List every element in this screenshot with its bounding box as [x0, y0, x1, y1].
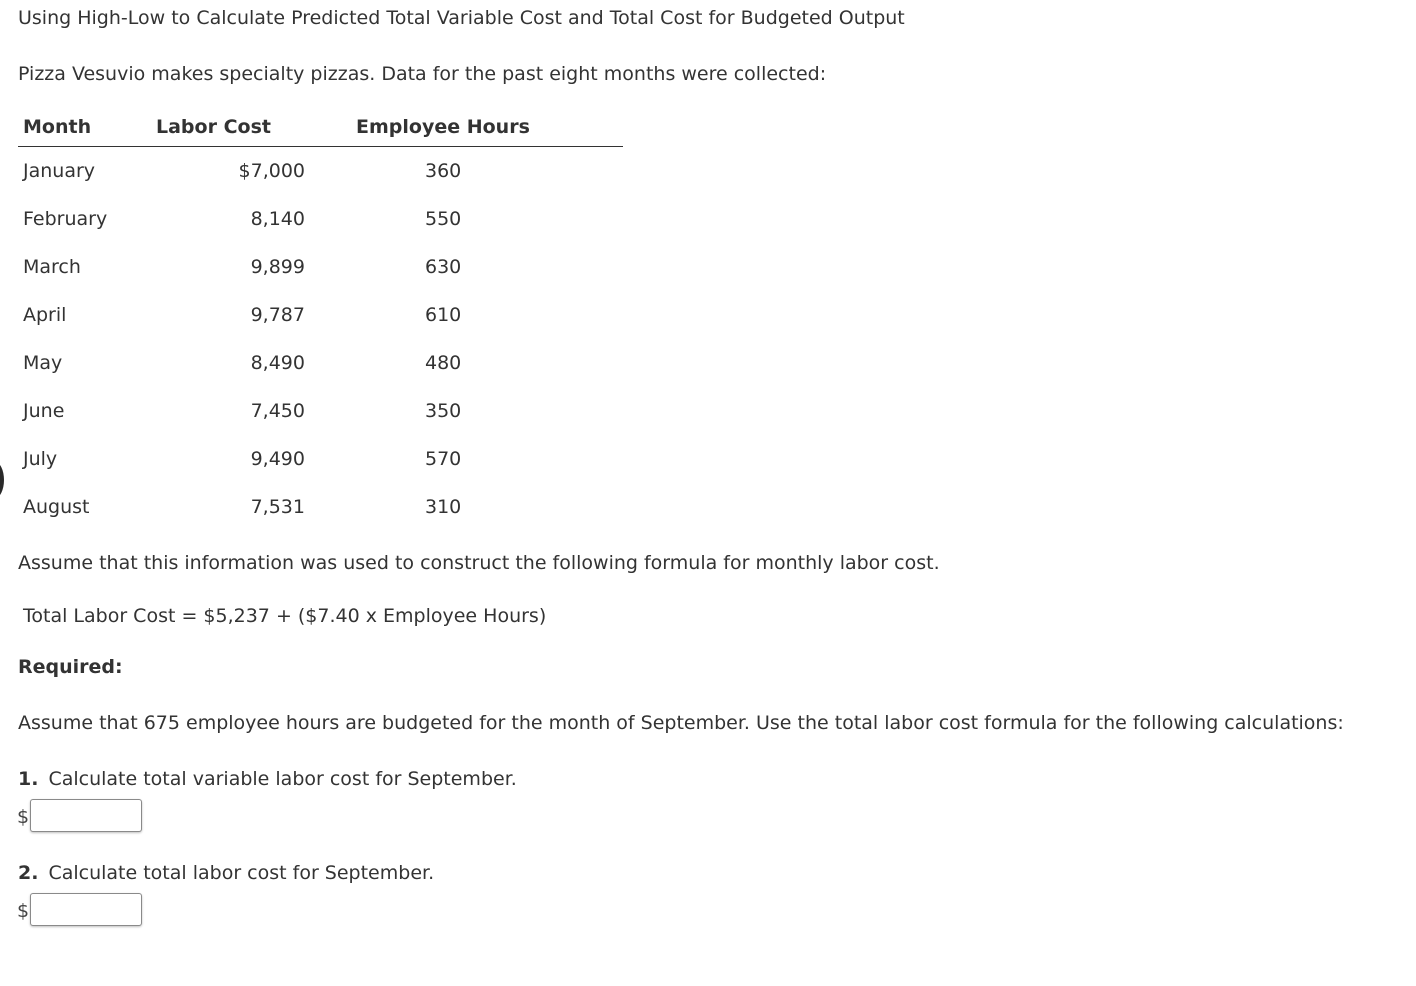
table-row [18, 387, 623, 435]
currency-symbol: $ [17, 900, 30, 922]
cell-month: January [23, 160, 96, 182]
answer-input-variable-cost[interactable] [30, 799, 142, 832]
question-2 [18, 861, 434, 885]
cell-labor-cost: 7,450 [250, 400, 305, 422]
cell-labor-cost: 9,899 [250, 256, 305, 278]
cell-employee-hours: 570 [425, 448, 462, 470]
question-number: 1. [18, 768, 39, 790]
cell-month: August [23, 496, 90, 518]
assumption-text: Assume that this information was used to construct the following formula for monthly labor cost. [18, 552, 940, 574]
table-row [18, 483, 623, 531]
cell-month: June [23, 400, 65, 422]
cell-labor-cost: $7,000 [238, 160, 305, 182]
cell-employee-hours: 350 [425, 400, 462, 422]
header-month: Month [18, 108, 153, 147]
cell-employee-hours: 550 [425, 208, 462, 230]
currency-symbol: $ [17, 806, 30, 828]
cost-formula: Total Labor Cost = $5,237 + ($7.40 x Employee Hours) [23, 605, 547, 627]
cell-labor-cost: 8,140 [250, 208, 305, 230]
table-header-row [18, 108, 623, 147]
cell-labor-cost: 9,490 [250, 448, 305, 470]
required-heading: Required: [18, 656, 123, 678]
question-text: Calculate total labor cost for September. [48, 862, 435, 884]
table-row [18, 147, 623, 196]
scroll-handle-edge[interactable] [0, 462, 4, 498]
labor-data-table [18, 108, 623, 531]
question-text: Calculate total variable labor cost for September. [48, 768, 517, 790]
cell-labor-cost: 7,531 [250, 496, 305, 518]
intro-text: Pizza Vesuvio makes specialty pizzas. Data for the past eight months were collected: [18, 63, 827, 85]
cell-month: April [23, 304, 67, 326]
question-number: 2. [18, 862, 39, 884]
cell-employee-hours: 360 [425, 160, 462, 182]
header-labor-cost: Labor Cost [153, 108, 347, 147]
cell-employee-hours: 480 [425, 352, 462, 374]
cell-employee-hours: 310 [425, 496, 462, 518]
cell-labor-cost: 8,490 [250, 352, 305, 374]
cell-month: May [23, 352, 63, 374]
table-row [18, 243, 623, 291]
page-title: Using High-Low to Calculate Predicted Total Variable Cost and Total Cost for Budgeted Output [18, 7, 905, 29]
question-1 [18, 767, 517, 791]
cell-month: February [23, 208, 108, 230]
header-employee-hours: Employee Hours [347, 108, 623, 147]
cell-employee-hours: 630 [425, 256, 462, 278]
cell-labor-cost: 9,787 [250, 304, 305, 326]
table-row [18, 195, 623, 243]
answer-input-total-cost[interactable] [30, 893, 142, 926]
cell-employee-hours: 610 [425, 304, 462, 326]
table-row [18, 339, 623, 387]
table-row [18, 291, 623, 339]
table-row [18, 435, 623, 483]
cell-month: July [23, 448, 58, 470]
cell-month: March [23, 256, 81, 278]
budget-text: Assume that 675 employee hours are budgeted for the month of September. Use the total labor cost formula for the following calculations: [18, 712, 1344, 734]
